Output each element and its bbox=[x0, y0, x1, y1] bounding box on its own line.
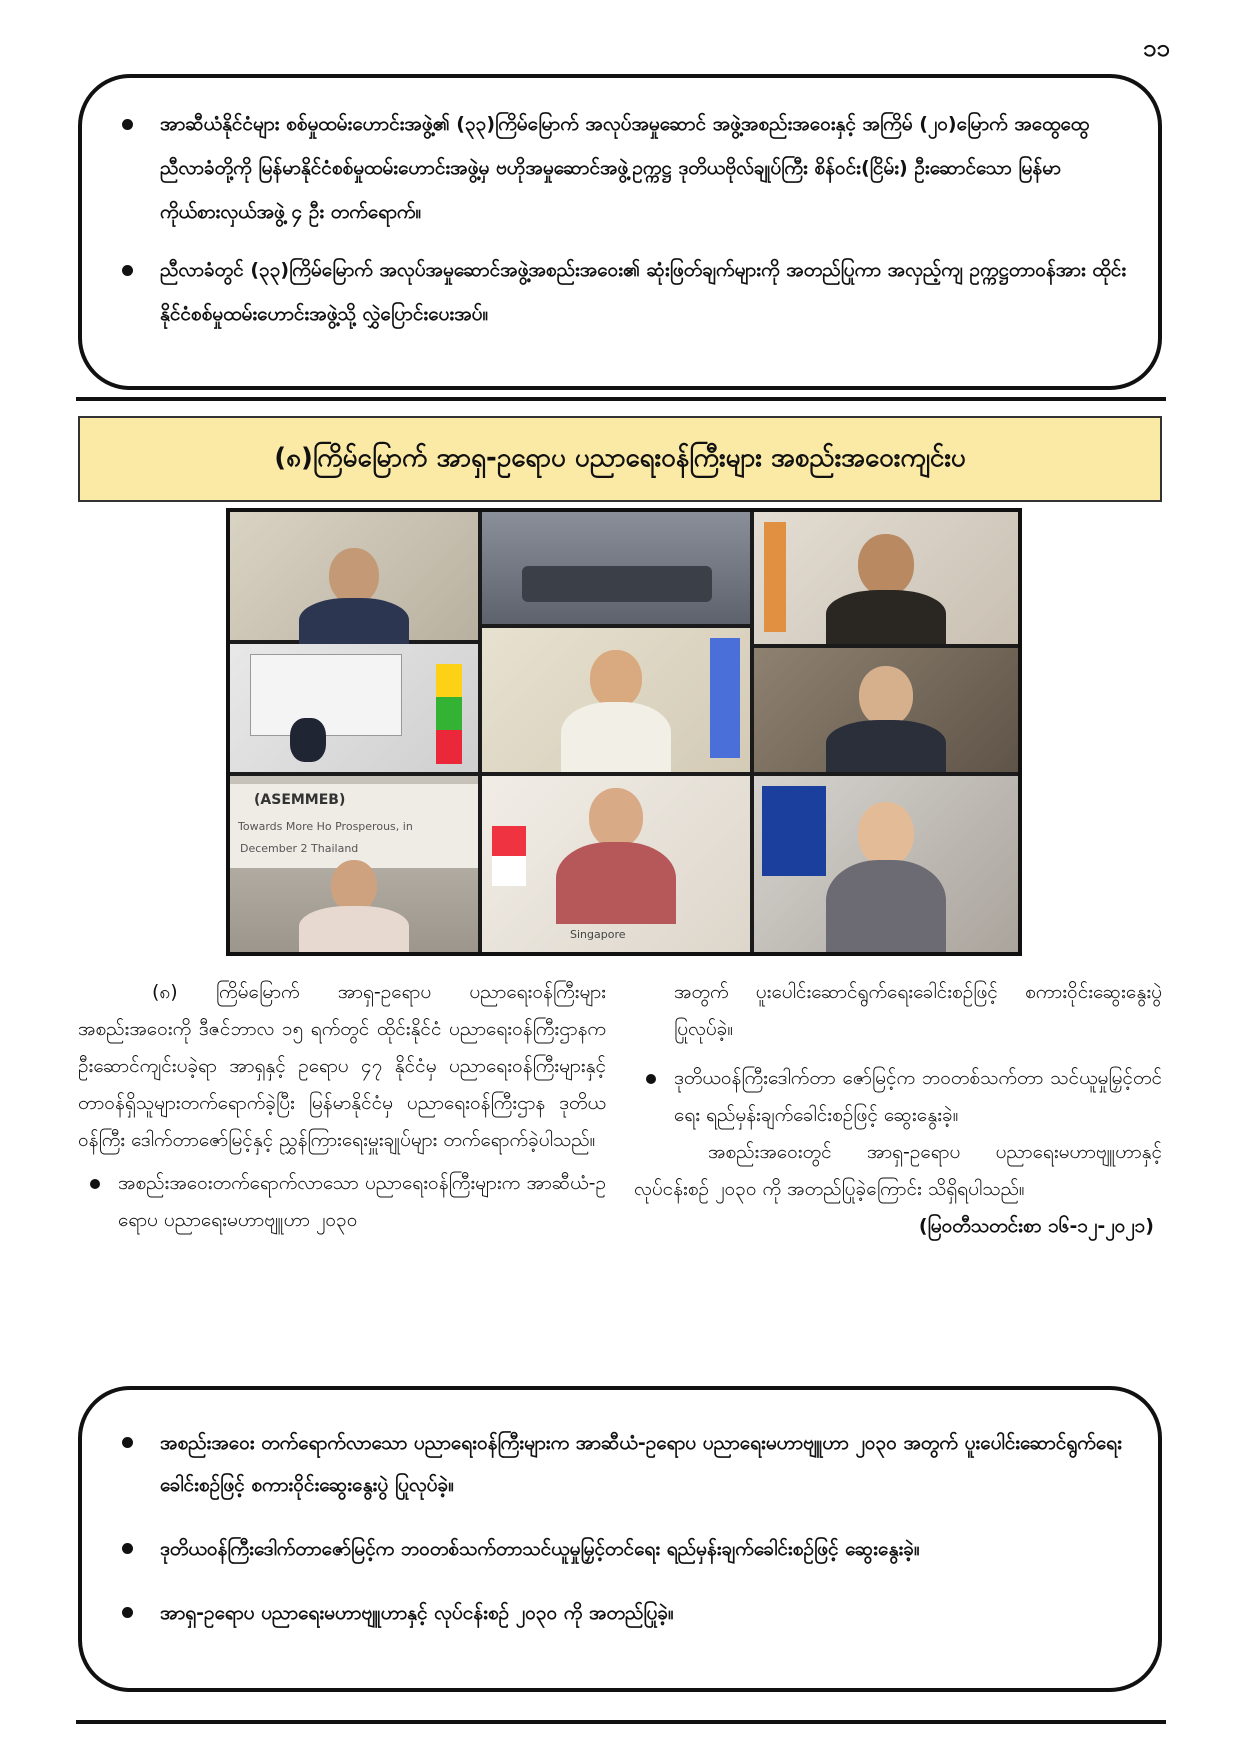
participant-tile-thailand bbox=[230, 776, 478, 952]
singapore-nameplate: Singapore bbox=[570, 928, 626, 941]
banner-date: December 2 Thailand bbox=[240, 842, 359, 855]
participant-tile bbox=[230, 644, 478, 772]
participant-tile bbox=[230, 512, 478, 640]
conference-room-tile bbox=[482, 512, 750, 624]
page-number: ၁၁ bbox=[1143, 34, 1170, 62]
participant-tile-eu bbox=[754, 776, 1018, 952]
participant-tile bbox=[754, 648, 1018, 772]
article-title-banner bbox=[78, 416, 1162, 502]
article-bullet-continued: အတွက် ပူးပေါင်းဆောင်ရွက်ရေးခေါင်းစဉ်ဖြင့် စကားဝိုင်းဆွေးနွေးပွဲ ပြုလုပ်ခဲ့။ bbox=[674, 981, 1162, 1040]
article-paragraph: အစည်းအဝေးတွင် အာရှ-ဥရောပ ပညာရေးမဟာဗျူဟာနှင့် လုပ်ငန်းစဉ် ၂၀၃၀ ကို အတည်ပြုခဲ့ကြောင်း သိရှိရပါသည်။ bbox=[634, 1141, 1162, 1200]
summary-item: အာရှ-ဥရောပ ပညာရေးမဟာဗျူဟာနှင့် လုပ်ငန်းစဉ် ၂၀၃၀ ကို အတည်ပြုခဲ့။ bbox=[104, 1592, 1128, 1634]
article-title: (၈)ကြိမ်မြောက် အာရှ-ဥရောပ ပညာရေးဝန်ကြီးများ အစည်းအဝေးကျင်းပ bbox=[274, 442, 966, 473]
article-paragraph: (၈) ကြိမ်မြောက် အာရှ-ဥရောပ ပညာရေးဝန်ကြီးများ အစည်းအဝေးကို ဒီဇင်ဘာလ ၁၅ ရက်တွင် ထိုင်းနိုင်ငံ ပညာရေးဝန်ကြီးဌာနက ဦးဆောင်ကျင်းပခဲ့ရာ အာရှနှင့် ဥရောပ ၄၇ နိုင်ငံမှ ပညာရေးဝန်ကြီးများနှင့် တာဝန်ရှိသူများတက်ရောက်ခဲ့ပြီး မြန်မာနိုင်ငံမှ ပညာရေးဝန်ကြီးဌာန ဒုတိယဝန်ကြီး ဒေါက်တာဇော်မြင့်နှင့် ညွှန်ကြားရေးမှူးချုပ်များ တက်ရောက်ခဲ့ပါသည်။ bbox=[78, 981, 606, 1151]
summary-item: ညီလာခံတွင် (၃၃)ကြိမ်မြောက် အလုပ်အမှုဆောင်အဖွဲ့အစည်းအဝေး၏ ဆုံးဖြတ်ချက်များကို အတည်ပြုကာ အလှည့်ကျ ဥက္ကဋ္ဌတာဝန်အား ထိုင်းနိုင်ငံစစ်မှုထမ်းဟောင်းအဖွဲ့သို့ လွှဲပြောင်းပေးအပ်။ bbox=[104, 248, 1128, 336]
summary-box-top bbox=[78, 74, 1162, 390]
banner-text: Towards More Ho Prosperous, in bbox=[238, 820, 413, 833]
article-column-right bbox=[634, 974, 1162, 1245]
article-bullet: အစည်းအဝေးတက်ရောက်လာသော ပညာရေးဝန်ကြီးများက အာဆီယံ-ဥရောပ ပညာရေးမဟာဗျူဟာ ၂၀၃၀ bbox=[78, 1165, 606, 1239]
participant-tile-singapore bbox=[482, 776, 750, 952]
article-column-left bbox=[78, 974, 606, 1239]
asemmeb-label: (ASEMMEB) bbox=[254, 792, 346, 808]
summary-box-bottom bbox=[78, 1386, 1162, 1692]
news-source: (မြဝတီသတင်းစာ ၁၆-၁၂-၂၀၂၁) bbox=[918, 1215, 1154, 1237]
summary-item: အစည်းအဝေး တက်ရောက်လာသော ပညာရေးဝန်ကြီးများက အာဆီယံ-ဥရောပ ပညာရေးမဟာဗျူဟာ ၂၀၃၀ အတွက် ပူးပေါင်းဆောင်ရွက်ရေးခေါင်းစဉ်ဖြင့် စကားဝိုင်းဆွေးနွေးပွဲ ပြုလုပ်ခဲ့။ bbox=[104, 1422, 1128, 1506]
divider bbox=[76, 1720, 1166, 1724]
participant-tile bbox=[754, 512, 1018, 644]
summary-item: ဒုတိယဝန်ကြီးဒေါက်တာဇော်မြင့်က ဘဝတစ်သက်တာသင်ယူမှုမြှင့်တင်ရေး ရည်မှန်းချက်ခေါင်းစဉ်ဖြင့် ဆွေးနွေးခဲ့။ bbox=[104, 1528, 1128, 1570]
participant-tile-myanmar bbox=[482, 628, 750, 772]
summary-item: အာဆီယံနိုင်ငံများ စစ်မှုထမ်းဟောင်းအဖွဲ့၏ (၃၃)ကြိမ်မြောက် အလုပ်အမှုဆောင် အဖွဲ့အစည်းအဝေးနှင့် အကြိမ် (၂၀)မြောက် အထွေထွေညီလာခံတို့ကို မြန်မာနိုင်ငံစစ်မှုထမ်းဟောင်းအဖွဲ့မှ ဗဟိုအမှုဆောင်အဖွဲ့ဥက္ကဋ္ဌ ဒုတိယဗိုလ်ချုပ်ကြီး စိန်ဝင်း(ငြိမ်း) ဦးဆောင်သော မြန်မာကိုယ်စားလှယ်အဖွဲ့ ၄ ဦး တက်ရောက်။ bbox=[104, 102, 1128, 234]
divider bbox=[76, 397, 1166, 401]
article-bullet: ဒုတိယဝန်ကြီးဒေါက်တာ ဇော်မြင့်က ဘဝတစ်သက်တာ သင်ယူမှုမြှင့်တင်ရေး ရည်မှန်းချက်ခေါင်းစဉ်ဖြင့် ဆွေးနွေးခဲ့။ bbox=[634, 1060, 1162, 1134]
video-conference-photo bbox=[226, 508, 1022, 956]
